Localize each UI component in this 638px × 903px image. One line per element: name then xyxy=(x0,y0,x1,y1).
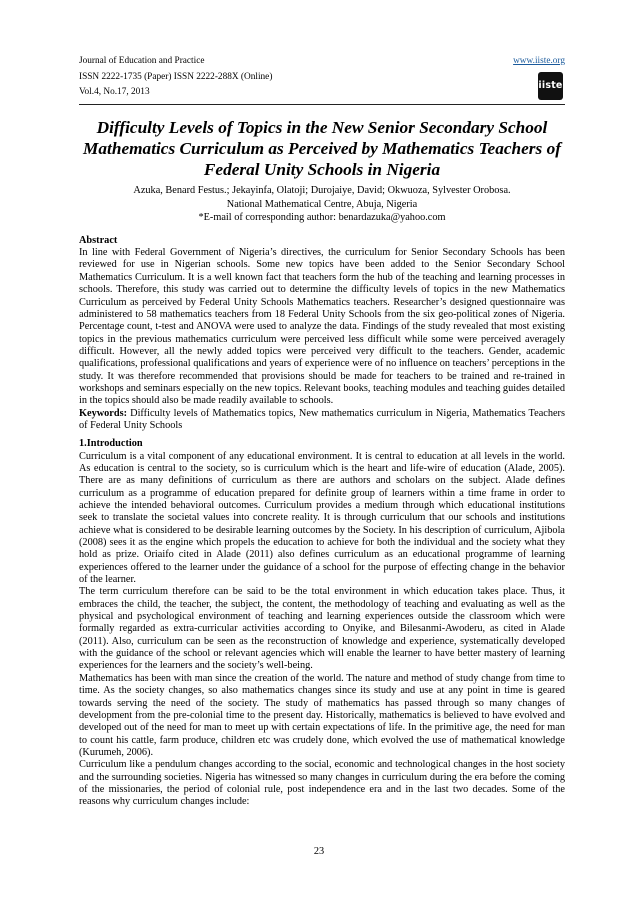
intro-heading: 1.Introduction xyxy=(79,438,143,450)
authors: Azuka, Benard Festus.; Jekayinfa, Olatoji; Durojaiye, David; Okwuoza, Sylvester Orobosa. xyxy=(133,185,511,196)
keywords-text: Difficulty levels of Mathematics topics, New mathematics curriculum in Nigeria, Mathematics Teachers of Federal Unity Schools xyxy=(79,407,565,431)
intro-paragraph-1: Curriculum is a vital component of any educational environment. It is central to education at all levels in the world. As education is central to the society, so is curriculum which is the heart and life-wire of education (Alade, 2005). There are as many definitions of curriculum as there are authors and scholars on the subject. Alade defines curriculum as a programme of education prepared for definite group of learners within a time frame in order to achieve the intended behavioral outcomes. Curriculum provides a medium through which educational institutions seek to translate the societal values into concrete reality. It is through curriculum that our schools and institutions achieve what is considered to be desirable learning outcomes by the Society. In his description of curriculum, Ajibola (2008) sees it as the engine which propels the education to achieve for both the individual and the society what they hold as prize. Oriaifo cited in Alade (2011) also defines curriculum as an educational programme of learning experiences offered to the learner under the guidance of a school for the purpose of effecting change in the behavior of the learner. xyxy=(79,450,565,586)
paper-body xyxy=(79,235,565,809)
issn: ISSN 2222-1735 (Paper) ISSN 2222-288X (Online) xyxy=(79,71,273,82)
journal-header xyxy=(79,54,565,104)
abstract-heading: Abstract xyxy=(79,234,118,246)
intro-paragraph-4: Curriculum like a pendulum changes according to the social, economic and technological changes in the host society and the surrounding societies. Nigeria has witnessed so many changes in curriculum during the era before the coming of the missionaries, the period of colonial rule, post independence era and in the last two decades. Some of the reasons why curriculum changes include: xyxy=(79,759,565,808)
volume-issue: Vol.4, No.17, 2013 xyxy=(79,87,150,97)
corresponding-email: *E-mail of corresponding author: benardazuka@yahoo.com xyxy=(198,212,446,224)
abstract-text: In line with Federal Government of Nigeria’s directives, the curriculum for Senior Secondary Schools has been reviewed for use in Nigerian schools. Some new topics have been added to the Senior Secondary School Mathematics Curriculum. It is a well known fact that teachers form the hub of the teaching and learning processes in schools. Therefore, this study was carried out to determine the difficulty levels of topics in the new Mathematics Curriculum as perceived by Federal Unity Schools Mathematics teachers. Researcher’s designed questionnaire was administered to 58 mathematics teachers from 18 Federal Unity Schools from the six geo-political zones of Nigeria. Percentage count, t-test and ANOVA were used to analyze the data. Findings of the study revealed that most existing topics in the previous mathematics curriculum were perceived less difficult while some were perceived averagely difficult. However, all the newly added topics were perceived very difficult to the teachers. Gender, academic qualifications, professional qualifications and years of experience were of no influence on teachers’ perceptions in the study. It was therefore recommended that provisions should be made for teachers to be trained and re-trained in workshops and seminars especially on the new topics. Relevant books, teaching modules and teaching guides detailed in the topics should also be made readily available to schools. xyxy=(79,247,565,407)
intro-paragraph-2: The term curriculum therefore can be said to be the total environment in which education takes place. Thus, it embraces the child, the teacher, the subject, the content, the methodology of teaching and evaluating as well as the physical and psychological environment of teaching and learning experiences outside the classroom which were formally regarded as extra-curricular activities according to Onyike, and Bilesanmi-Awoderu, as cited in Alade (2011). Also, curriculum can be seen as the reconstruction of knowledge and experience, systematically developed with the guidance of the school or relevant agencies which will enable the learner to have better mastery of learning experiences for the learners and the society’s well-being. xyxy=(79,586,565,672)
keywords xyxy=(79,408,565,433)
paper-title: Difficulty Levels of Topics in the New Senior Secondary School Mathematics Curriculum as Perceived by Mathematics Teachers of Federal Unity Schools in Nigeria xyxy=(83,118,561,179)
author-block xyxy=(79,184,565,225)
journal-url-link[interactable]: www.iiste.org xyxy=(513,56,565,66)
keywords-label: Keywords: xyxy=(79,407,128,419)
journal-name: Journal of Education and Practice xyxy=(79,56,205,66)
intro-paragraph-3: Mathematics has been with man since the creation of the world. The nature and method of study change from time to time. As the society changes, so also mathematics changes since its study and use at any point in time is geared towards serving the need of the society. The study of mathematics has passed through so many changes of development from the pre-colonial time to the present day. Historically, mathematics is believed to have evolved and developed out of the need for man to meet up with certain expectations of life. In the primitive age, the need for man to count his cattle, farm produce, children etc was crudely done, which evolved the use of mathematical knowledge (Kurumeh, 2006). xyxy=(79,672,565,758)
page-number: 23 xyxy=(313,846,325,857)
header-divider xyxy=(79,104,565,105)
iiste-logo: iiste xyxy=(538,72,563,100)
affiliation: National Mathematical Centre, Abuja, Nigeria xyxy=(226,198,418,210)
